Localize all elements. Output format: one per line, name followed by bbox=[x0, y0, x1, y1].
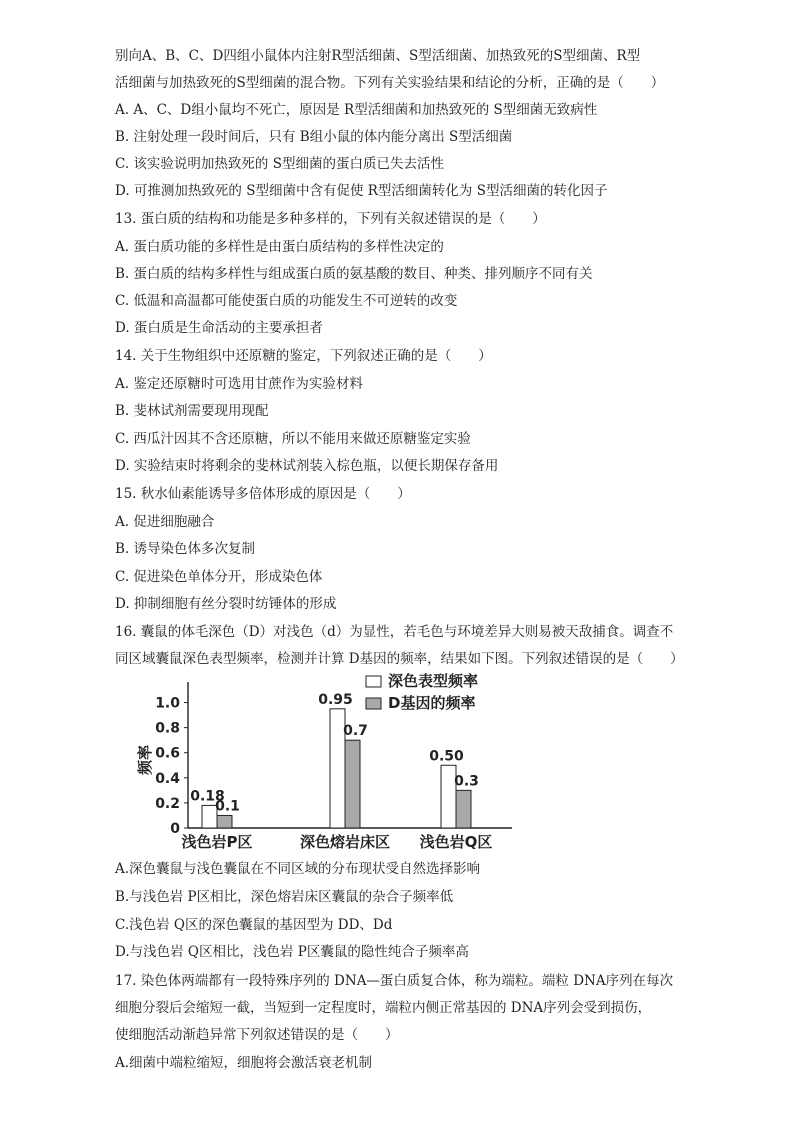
x-category-label: 浅色岩Q区 bbox=[419, 833, 493, 851]
y-tick-label: 1.0 bbox=[155, 695, 180, 712]
bar-d-gene-1 bbox=[345, 740, 360, 828]
q16-stem-line1: 16. 囊鼠的体毛深色（D）对浅色（d）为显性，若毛色与环境差异大则易被天敌捕食。调查不 bbox=[115, 624, 674, 640]
y-tick-label: 0.2 bbox=[155, 795, 180, 812]
q12-stem-line1: 别向A、B、C、D四组小鼠体内注射R型活细菌、S型活细菌、加热致死的S型细菌、R型 bbox=[115, 48, 641, 64]
x-category-label: 浅色岩P区 bbox=[181, 833, 253, 851]
q13-option-b: B. 蛋白质的结构多样性与组成蛋白质的氨基酸的数目、种类、排列顺序不同有关 bbox=[115, 266, 593, 282]
q13-option-d: D. 蛋白质是生命活动的主要承担者 bbox=[115, 320, 323, 336]
q12-option-b: B. 注射处理一段时间后，只有 B组小鼠的体内能分离出 S型活细菌 bbox=[115, 129, 513, 145]
q16-option-a: A.深色囊鼠与浅色囊鼠在不同区域的分布现状受自然选择影响 bbox=[115, 861, 481, 877]
chart-plot-area bbox=[136, 672, 512, 851]
q12-stem-line2: 活细菌与加热致死的S型细菌的混合物。下列有关实验结果和结论的分析，正确的是（ ） bbox=[115, 75, 665, 91]
q14-stem: 14. 关于生物组织中还原糖的鉴定，下列叙述正确的是（ ） bbox=[115, 348, 492, 364]
q14-option-b: B. 斐林试剂需要现用现配 bbox=[115, 403, 269, 419]
q16-option-c: C.浅色岩 Q区的深色囊鼠的基因型为 DD、Dd bbox=[115, 917, 393, 933]
q16-option-d: D.与浅色岩 Q区相比，浅色岩 P区囊鼠的隐性纯合子频率高 bbox=[115, 944, 469, 960]
bar-value-label: 0.7 bbox=[343, 723, 368, 740]
bar-d-gene-2 bbox=[456, 790, 471, 828]
bar-value-label: 0.3 bbox=[454, 773, 479, 790]
y-tick-label: 0 bbox=[170, 821, 180, 837]
q15-option-a: A. 促进细胞融合 bbox=[115, 514, 215, 530]
q12-option-a: A. A、C、D组小鼠均不死亡，原因是 R型活细菌和加热致死的 S型细菌无致病性 bbox=[115, 102, 598, 118]
bar-value-label: 0.50 bbox=[429, 748, 464, 765]
q14-option-a: A. 鉴定还原糖时可选用甘蔗作为实验材料 bbox=[115, 376, 363, 392]
q13-stem: 13. 蛋白质的结构和功能是多种多样的，下列有关叙述错误的是（ ） bbox=[115, 211, 546, 227]
q15-stem: 15. 秋水仙素能诱导多倍体形成的原因是（ ） bbox=[115, 486, 411, 502]
gene-frequency-bar-chart bbox=[136, 672, 520, 854]
legend-label-0: 深色表型频率 bbox=[388, 672, 479, 690]
q16-stem-line2: 同区域囊鼠深色表型频率，检测并计算 D基因的频率，结果如下图。下列叙述错误的是（ ） bbox=[115, 651, 684, 667]
x-category-label: 深色熔岩床区 bbox=[299, 833, 391, 851]
q17-option-a: A.细菌中端粒缩短，细胞将会激活衰老机制 bbox=[115, 1055, 373, 1071]
y-axis-label: 频率 bbox=[136, 744, 154, 776]
legend-swatch-1 bbox=[366, 698, 381, 709]
legend-swatch-0 bbox=[366, 676, 381, 687]
bar-value-label: 0.18 bbox=[190, 788, 225, 805]
y-tick-label: 0.6 bbox=[155, 745, 180, 762]
legend-label-1: D基因的频率 bbox=[388, 694, 476, 712]
q17-stem-line3: 使细胞活动渐趋异常下列叙述错误的是（ ） bbox=[115, 1027, 399, 1043]
q15-option-d: D. 抑制细胞有丝分裂时纺锤体的形成 bbox=[115, 596, 337, 612]
q12-option-d: D. 可推测加热致死的 S型细菌中含有促使 R型活细菌转化为 S型活细菌的转化因子 bbox=[115, 183, 608, 199]
q13-option-a: A. 蛋白质功能的多样性是由蛋白质结构的多样性决定的 bbox=[115, 239, 444, 255]
q14-option-d: D. 实验结束时将剩余的斐林试剂装入棕色瓶，以便长期保存备用 bbox=[115, 458, 499, 474]
bar-d-gene-0 bbox=[217, 815, 232, 828]
q12-option-c: C. 该实验说明加热致死的 S型细菌的蛋白质已失去活性 bbox=[115, 156, 444, 172]
q17-stem-line2: 细胞分裂后会缩短一截，当短到一定程度时，端粒内侧正常基因的 DNA序列会受到损伤， bbox=[115, 1000, 652, 1016]
q15-option-b: B. 诱导染色体多次复制 bbox=[115, 541, 256, 557]
bar-value-label: 0.95 bbox=[318, 691, 353, 708]
bar-value-label: 0.1 bbox=[215, 798, 240, 815]
q16-option-b: B.与浅色岩 P区相比，深色熔岩床区囊鼠的杂合子频率低 bbox=[115, 889, 454, 905]
q15-option-c: C. 促进染色单体分开，形成染色体 bbox=[115, 569, 323, 585]
q17-stem-line1: 17. 染色体两端都有一段特殊序列的 DNA—蛋白质复合体，称为端粒。端粒 DNA序列在每次 bbox=[115, 973, 674, 989]
q14-option-c: C. 西瓜汁因其不含还原糖，所以不能用来做还原糖鉴定实验 bbox=[115, 431, 471, 447]
y-tick-label: 0.8 bbox=[155, 720, 180, 737]
y-tick-label: 0.4 bbox=[155, 770, 180, 787]
q13-option-c: C. 低温和高温都可能使蛋白质的功能发生不可逆转的改变 bbox=[115, 293, 458, 309]
